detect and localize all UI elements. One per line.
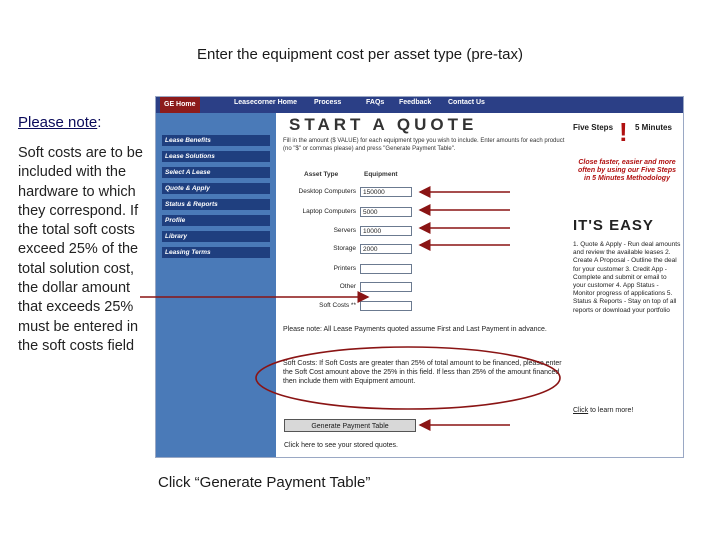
- sidebar-select-a-lease[interactable]: Select A Lease: [162, 167, 270, 178]
- steps-list: 1. Quote & Apply - Run deal amounts and review the available leases 2. Create A Proposal - Outline the deal for your customer 3. Credit App - Complete and submit or email to your customer 4. App Status - Monitor progress of applications 5. Status & Reports - Stay on top of all reports or download your portfolio: [573, 241, 681, 314]
- its-easy-banner: IT'S EASY: [573, 217, 663, 237]
- slide-title: Enter the equipment cost per asset type (pre-tax): [197, 46, 523, 63]
- soft-costs-input[interactable]: [360, 301, 412, 311]
- five-minutes-text: 5 Minutes: [635, 123, 672, 132]
- sidebar: [156, 113, 276, 457]
- servers-input[interactable]: 10000: [360, 226, 412, 236]
- field-label-printers: Printers: [333, 265, 356, 272]
- nav-ge-home[interactable]: GE Home: [160, 97, 200, 113]
- payment-note: Please note: All Lease Payments quoted assume First and Last Payment in advance.: [283, 326, 547, 333]
- nav-contact-us[interactable]: Contact Us: [448, 99, 485, 106]
- generate-payment-table-button[interactable]: Generate Payment Table: [284, 419, 416, 432]
- exclamation-icon: !: [619, 117, 628, 147]
- printers-input[interactable]: [360, 264, 412, 274]
- caption: Click “Generate Payment Table”: [158, 474, 371, 491]
- desktop-computers-input[interactable]: 150000: [360, 187, 412, 197]
- field-label-servers: Servers: [333, 227, 356, 234]
- field-label-storage: Storage: [333, 245, 356, 252]
- learn-more-text: to learn more!: [588, 407, 634, 414]
- right-panel: [573, 113, 683, 457]
- column-equipment: Equipment: [364, 171, 398, 178]
- soft-costs-note: Soft Costs: If Soft Costs are greater than 25% of total amount to be financed, please enter the Soft Cost amount above the 25% in this field. If less than 25% of the amount financed then include them with Equipment amount.: [283, 360, 562, 385]
- note-body: Soft costs are to be included with the hardware to which they correspond. If the total soft costs exceed 25% of the total solution cost, the dollar amount that exceeds 25% must be entered in the soft costs field: [18, 145, 143, 354]
- sidebar-lease-benefits[interactable]: Lease Benefits: [162, 135, 270, 146]
- nav-process[interactable]: Process: [314, 99, 342, 106]
- learn-more-link[interactable]: Click: [573, 407, 589, 414]
- sidebar-leasing-terms[interactable]: Leasing Terms: [162, 247, 270, 258]
- sidebar-profile[interactable]: Profile: [162, 215, 270, 226]
- five-steps-text: Five Steps: [573, 123, 614, 132]
- sidebar-quote-apply[interactable]: Quote & Apply: [162, 183, 270, 194]
- note-heading-text: Please note: [18, 114, 98, 131]
- sidebar-status-reports[interactable]: Status & Reports: [162, 199, 270, 210]
- field-label-desktop-computers: Desktop Computers: [298, 188, 356, 195]
- learn-more: [573, 407, 633, 414]
- column-asset-type: Asset Type: [304, 171, 339, 178]
- note-heading-colon: :: [97, 114, 102, 131]
- field-label-laptop-computers: Laptop Computers: [302, 208, 356, 215]
- stored-quotes-link[interactable]: Click here to see your stored quotes.: [284, 442, 399, 449]
- quote-page-screenshot: [155, 96, 684, 458]
- quote-instructions: Fill in the amount ($ VALUE) for each equipment type you wish to include. Enter amounts for each product (no "$" or commas please) and press "Generate Payment Table".: [283, 138, 565, 152]
- nav-leasecorner-home[interactable]: Leasecorner Home: [234, 99, 298, 106]
- sidebar-lease-solutions[interactable]: Lease Solutions: [162, 151, 270, 162]
- field-label-other: Other: [339, 283, 356, 290]
- storage-input[interactable]: 2000: [360, 244, 412, 254]
- top-nav: [156, 97, 683, 113]
- other-input[interactable]: [360, 282, 412, 292]
- sidebar-library[interactable]: Library: [162, 231, 270, 242]
- field-label-soft-costs: Soft Costs **: [319, 302, 356, 309]
- nav-faqs[interactable]: FAQs: [366, 99, 385, 106]
- laptop-computers-input[interactable]: 5000: [360, 207, 412, 217]
- five-steps-logo: [573, 117, 683, 147]
- start-a-quote-heading: START A QUOTE: [289, 115, 478, 134]
- nav-feedback[interactable]: Feedback: [399, 99, 432, 106]
- note-heading: [18, 114, 101, 131]
- tagline: Close faster, easier and more often by using our Five Steps in 5 Minutes Methodology: [577, 159, 676, 182]
